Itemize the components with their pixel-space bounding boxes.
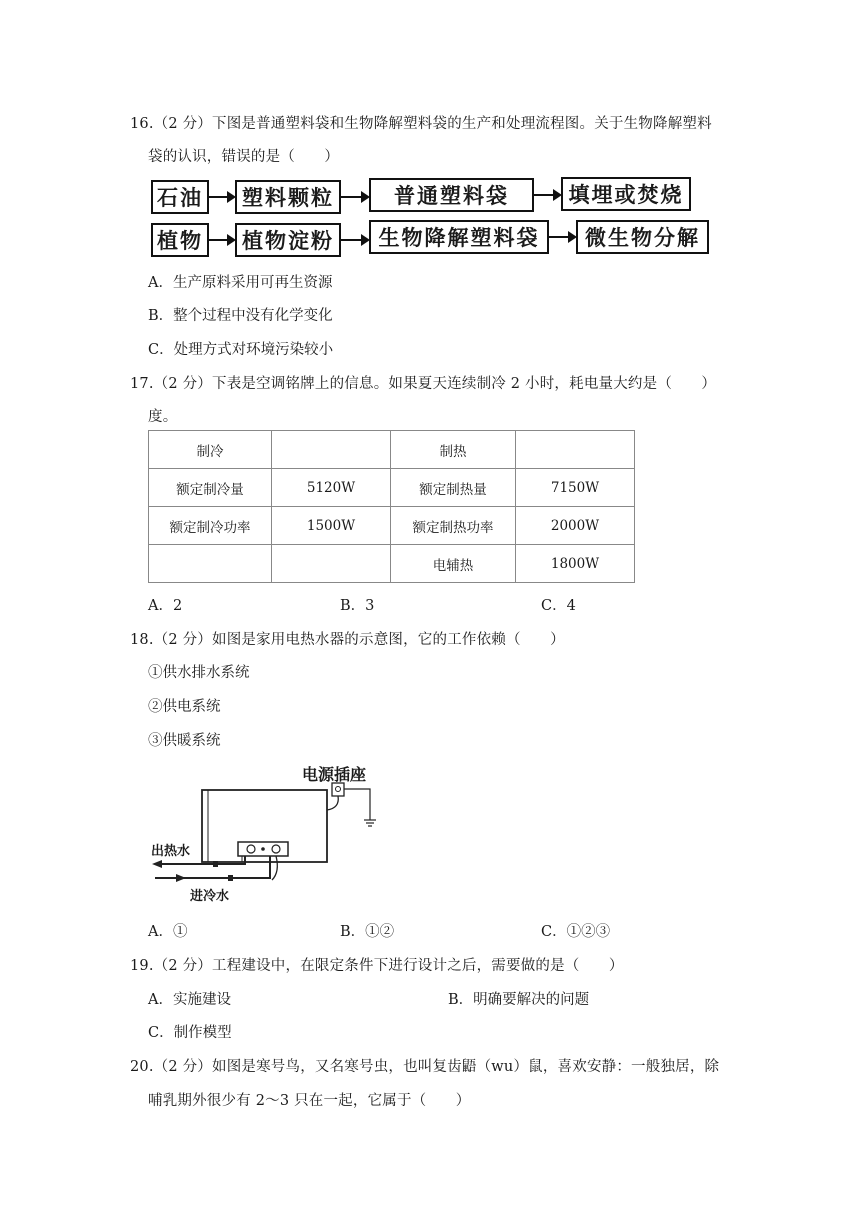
flow-box-petroleum: 石油	[151, 180, 209, 214]
table-cell: 1500W	[272, 507, 391, 545]
table-row	[149, 507, 635, 545]
flow-box-landfill: 填埋或焚烧	[561, 177, 691, 211]
flow-box-microbial-decomposition: 微生物分解	[576, 220, 709, 254]
flow-arrow	[534, 194, 560, 196]
q18-item-2: ②供电系统	[148, 699, 221, 715]
q19-option-c[interactable]: C．制作模型	[148, 1025, 232, 1041]
q19-stem-line1: 19.（2 分）工程建设中，在限定条件下进行设计之后，需要做的是（ ）	[130, 958, 624, 974]
table-cell: 2000W	[516, 507, 635, 545]
table-cell	[272, 431, 391, 469]
flow-arrow	[209, 196, 234, 198]
table-row	[149, 431, 635, 469]
flow-arrow	[209, 239, 234, 241]
flow-box-plant: 植物	[151, 223, 209, 257]
q19-option-a[interactable]: A．实施建设	[148, 992, 231, 1008]
table-cell: 电辅热	[391, 545, 516, 583]
q17-option-b[interactable]: B．3	[340, 598, 375, 614]
q17-option-a[interactable]: A．2	[148, 598, 183, 614]
q16-stem-line1: 16.（2 分）下图是普通塑料袋和生物降解塑料袋的生产和处理流程图。关于生物降解塑料	[130, 116, 712, 132]
flow-arrow	[341, 239, 368, 241]
table-cell: 额定制冷量	[149, 469, 272, 507]
flow-arrow	[341, 196, 368, 198]
table-cell: 7150W	[516, 469, 635, 507]
q18-item-3: ③供暖系统	[148, 733, 221, 749]
q20-stem-line1: 20.（2 分）如图是寒号鸟，又名寒号虫，也叫复齿鼯（wu）鼠，喜欢安静：一般独居，除	[130, 1059, 720, 1075]
q18-item-1: ①供水排水系统	[148, 665, 250, 681]
q17-stem-line1: 17.（2 分）下表是空调铭牌上的信息。如果夏天连续制冷 2 小时，耗电量大约是（ ）	[130, 376, 717, 392]
flow-box-plant-starch: 植物淀粉	[235, 223, 341, 257]
table-cell: 1800W	[516, 545, 635, 583]
table-row	[149, 469, 635, 507]
table-cell: 制冷	[149, 431, 272, 469]
q20-stem-line2: 哺乳期外很少有 2～3 只在一起，它属于（ ）	[148, 1093, 471, 1109]
table-cell: 5120W	[272, 469, 391, 507]
q16-option-a[interactable]: A．生产原料采用可再生资源	[148, 275, 333, 291]
q17-stem-line2: 度。	[148, 409, 178, 425]
table-cell: 制热	[391, 431, 516, 469]
socket-label: 电源插座	[302, 765, 367, 784]
q18-option-a[interactable]: A．①	[148, 924, 188, 940]
table-cell	[149, 545, 272, 583]
water-heater-diagram	[150, 780, 390, 890]
flow-box-ordinary-bag: 普通塑料袋	[369, 178, 534, 212]
q19-option-b[interactable]: B．明确要解决的问题	[448, 992, 590, 1008]
q18-option-c[interactable]: C．①②③	[541, 924, 611, 940]
table-cell: 额定制冷功率	[149, 507, 272, 545]
hot-water-out-label: 出热水	[151, 844, 191, 859]
flow-arrow	[549, 236, 575, 238]
q17-option-c[interactable]: C．4	[541, 598, 576, 614]
table-row	[149, 545, 635, 583]
cold-water-in-label: 进冷水	[190, 889, 230, 904]
table-cell	[272, 545, 391, 583]
q18-option-b[interactable]: B．①②	[340, 924, 395, 940]
table-cell	[516, 431, 635, 469]
flow-box-biodegradable-bag: 生物降解塑料袋	[369, 220, 549, 254]
q18-stem-line1: 18.（2 分）如图是家用电热水器的示意图，它的工作依赖（ ）	[130, 632, 565, 648]
ac-nameplate-table	[148, 430, 635, 583]
q16-option-b[interactable]: B．整个过程中没有化学变化	[148, 308, 333, 324]
flow-box-plastic-pellets: 塑料颗粒	[235, 180, 341, 214]
q16-option-c[interactable]: C．处理方式对环境污染较小	[148, 342, 334, 358]
q16-stem-line2: 袋的认识，错误的是（ ）	[148, 149, 340, 165]
table-cell: 额定制热功率	[391, 507, 516, 545]
table-cell: 额定制热量	[391, 469, 516, 507]
